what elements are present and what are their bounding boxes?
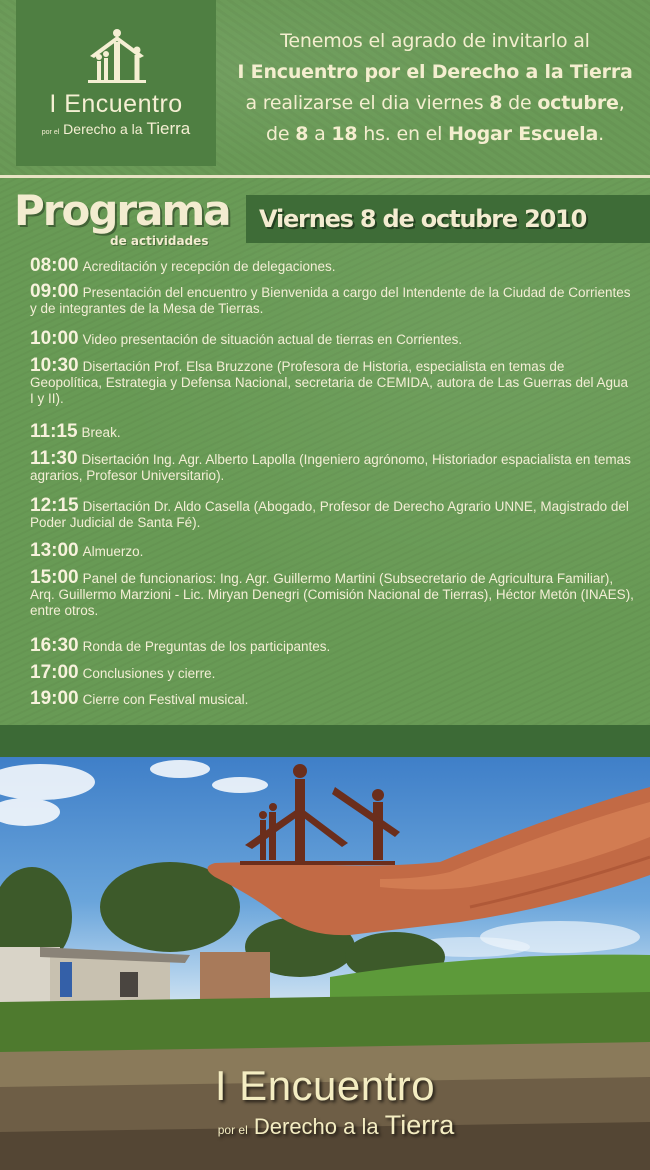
logo-sub-big: Tierra [146, 119, 191, 138]
program-section [0, 178, 650, 725]
invite-month: octubre [537, 92, 619, 114]
schedule-time: 16:30 [30, 635, 79, 656]
schedule-text: Presentación del encuentro y Bienvenida a cargo del Intendente de la Ciudad de Corrientes y de integrantes de la Mesa de Tierras. [30, 285, 631, 316]
invite-day: 8 [489, 92, 503, 114]
schedule-time: 10:00 [30, 328, 79, 349]
schedule-item [30, 688, 635, 709]
logo-sub-small: por el [41, 129, 60, 136]
schedule-time: 08:00 [30, 255, 79, 276]
invite-text-part: . [598, 123, 604, 145]
schedule-item [30, 328, 635, 349]
invite-line-3 [226, 88, 644, 119]
invite-venue: Hogar Escuela [448, 123, 599, 145]
schedule-text: Video presentación de situación actual de tierras en Corrientes. [82, 332, 463, 347]
schedule-item [30, 355, 635, 407]
schedule-text: Break. [81, 425, 121, 440]
schedule-item [30, 448, 635, 484]
invite-line-1: Tenemos el agrado de invitarlo al [280, 30, 590, 52]
program-title: Programa [14, 186, 230, 235]
schedule-text: Cierre con Festival musical. [82, 692, 249, 707]
event-name: I Encuentro por el Derecho a la Tierra [237, 61, 633, 83]
logo-sub-mid: Derecho a la [63, 121, 143, 137]
schedule-item [30, 281, 635, 317]
schedule-text: Panel de funcionarios: Ing. Agr. Guillermo Martini (Subsecretario de Agricultura Familiar), Arq. Guillermo Marzioni - Lic. Miryan Denegri (Comisión Nacional de Tierras), Héctor Metón (INAES), entre otros. [30, 571, 634, 618]
schedule-time: 17:00 [30, 662, 79, 683]
footer-title: I Encuentro [214, 1062, 436, 1109]
schedule-text: Acreditación y recepción de delegaciones. [82, 259, 336, 274]
footer-sub-big: Tierra [384, 1110, 455, 1140]
invitation-text [226, 26, 644, 150]
schedule-time: 19:00 [30, 688, 79, 709]
logo-subtitle [16, 119, 216, 139]
schedule-text: Almuerzo. [82, 544, 144, 559]
schedule-time: 11:15 [30, 421, 78, 442]
footer-logo [0, 1062, 650, 1141]
schedule-item [30, 662, 635, 683]
invite-line-4 [226, 119, 644, 150]
footer-sub-mid: Derecho a la [253, 1114, 379, 1139]
schedule-time: 13:00 [30, 540, 79, 561]
landscape-photo [0, 757, 650, 1170]
invite-text-part: , [618, 92, 625, 114]
invite-end-hour: 18 [331, 123, 358, 145]
schedule-time: 12:15 [30, 495, 79, 516]
invite-start-hour: 8 [295, 123, 309, 145]
invite-text-part: hs. en el [357, 123, 449, 145]
schedule-item [30, 421, 635, 442]
schedule-text: Conclusiones y cierre. [82, 666, 216, 681]
schedule-item [30, 495, 635, 531]
logo-title: I Encuentro [49, 90, 183, 118]
schedule-item [30, 567, 635, 619]
section-band [0, 725, 650, 757]
invite-text-part: de [266, 123, 296, 145]
schedule-text: Ronda de Preguntas de los participantes. [82, 639, 331, 654]
schedule-text: Disertación Prof. Elsa Bruzzone (Profesora de Historia, especialista en temas de Geopolítica, Estrategia y Defensa Nacional, secretaria de CEMIDA, autora de Las Guerras del Agua I y II). [30, 359, 629, 406]
header [0, 0, 650, 175]
invite-text-part: a [308, 123, 332, 145]
schedule-item [30, 255, 635, 276]
program-subtitle: de actividades [110, 234, 209, 248]
invite-line-2 [226, 57, 644, 88]
schedule-text: Disertación Dr. Aldo Casella (Abogado, Profesor de Derecho Agrario UNNE, Magistrado del Poder Judicial de Santa Fé). [30, 499, 629, 530]
invite-text-part: a realizarse el dia viernes [245, 92, 490, 114]
schedule-time: 11:30 [30, 448, 78, 469]
house-family-logo-icon [86, 28, 148, 84]
footer-subtitle [22, 1110, 650, 1141]
schedule-item [30, 635, 635, 656]
logo [16, 0, 216, 166]
schedule-text: Disertación Ing. Agr. Alberto Lapolla (Ingeniero agrónomo, Historiador espacialista en temas agrarios, Profesor Universitario). [30, 452, 631, 483]
footer-sub-small: por el [217, 1123, 248, 1137]
schedule-time: 10:30 [30, 355, 79, 376]
schedule-time: 09:00 [30, 281, 79, 302]
invite-text-part: de [502, 92, 538, 114]
event-date: Viernes 8 de octubre 2010 [259, 205, 587, 233]
schedule-item [30, 540, 635, 561]
schedule-time: 15:00 [30, 567, 79, 588]
date-banner [246, 195, 650, 243]
hand-with-house-icon [208, 764, 650, 935]
